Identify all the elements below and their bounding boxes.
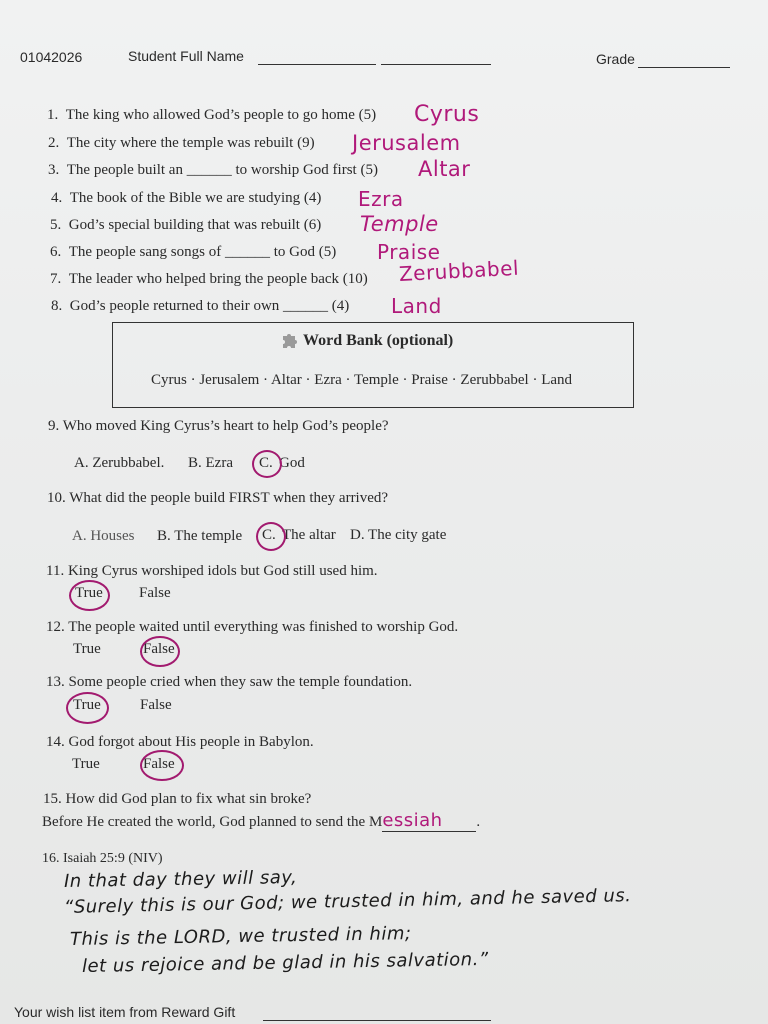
q10-selection-circle (256, 522, 286, 551)
answer-3[interactable]: Altar (418, 157, 471, 181)
question-2 (48, 135, 315, 152)
q10-option-c-text[interactable]: The altar (282, 527, 336, 543)
grade-line[interactable] (638, 67, 730, 68)
question-text: The leader who helped bring the people back (10) (68, 271, 368, 287)
answer-7[interactable]: Zerubbabel (398, 255, 520, 286)
q9-option-a[interactable]: A. Zerubbabel. (74, 455, 165, 471)
question-number: 2. (48, 135, 60, 151)
question-12: 12. The people waited until everything was finished to worship God. (46, 619, 459, 635)
question-10: 10. What did the people build FIRST when they arrived? (47, 490, 389, 506)
question-number: 3. (48, 162, 60, 178)
word-bank-words: Cyrus · Jerusalem · Altar · Ezra · Temple · Praise · Zerubbabel · Land (151, 372, 573, 388)
question-7 (50, 271, 368, 288)
question-4 (51, 190, 321, 207)
q10-option-d[interactable]: D. The city gate (350, 527, 447, 543)
q10-option-b[interactable]: B. The temple (157, 528, 243, 544)
question-number: 8. (51, 298, 63, 314)
q13-selection-circle (66, 692, 109, 724)
question-9: 9. Who moved King Cyrus’s heart to help God’s people? (48, 418, 389, 434)
question-number: 7. (50, 271, 62, 287)
q9-selection-circle (252, 450, 282, 478)
q14-true[interactable]: True (72, 756, 100, 772)
question-text: God’s people returned to their own ______ (4) (69, 298, 350, 314)
q11-false[interactable]: False (139, 585, 171, 601)
q9-option-c-letter[interactable]: C. (259, 455, 273, 471)
question-1 (47, 107, 376, 124)
wish-list-label: Your wish list item from Reward Gift (14, 1004, 236, 1020)
worksheet-code: 01042026 (20, 49, 83, 65)
q14-selection-circle (140, 750, 184, 781)
wish-list-line[interactable] (263, 1020, 491, 1021)
question-text: The city where the temple was rebuilt (9) (66, 135, 315, 151)
word-bank-title: Word Bank (optional) (303, 332, 454, 349)
answer-5[interactable]: Temple (360, 212, 439, 236)
question-number: 1. (47, 107, 59, 123)
q11-selection-circle (69, 580, 110, 611)
verse-line-2[interactable]: “Surely this is our God; we trusted in him, and he saved us. (63, 885, 632, 918)
question-3 (48, 162, 378, 179)
student-last-name-line[interactable] (381, 64, 491, 65)
question-16-label: 16. Isaiah 25:9 (NIV) (42, 851, 163, 866)
grade-label: Grade (596, 51, 635, 67)
q9-option-b[interactable]: B. Ezra (188, 455, 233, 471)
q11-true[interactable]: True (75, 585, 103, 601)
q9-option-c-text[interactable]: God (279, 455, 305, 471)
q13-false[interactable]: False (140, 697, 172, 713)
q12-true[interactable]: True (73, 641, 101, 657)
q13-true[interactable]: True (73, 697, 101, 713)
verse-line-3[interactable]: This is the LORD, we trusted in him; (69, 923, 412, 950)
q10-option-a[interactable]: A. Houses (72, 528, 135, 544)
question-text: God’s special building that was rebuilt (6) (68, 217, 322, 233)
question-text: The people built an ______ to worship God first (5) (66, 162, 378, 178)
question-15: 15. How did God plan to fix what sin broke? (43, 791, 312, 807)
answer-6[interactable]: Praise (377, 240, 441, 264)
puzzle-piece-icon (280, 331, 298, 349)
question-number: 5. (50, 217, 62, 233)
student-name-label: Student Full Name (128, 48, 244, 64)
q12-false[interactable]: False (143, 641, 175, 657)
question-text: The king who allowed God’s people to go home (5) (65, 107, 377, 123)
question-text: The people sang songs of ______ to God (5) (68, 244, 337, 260)
question-5 (50, 217, 321, 234)
question-13: 13. Some people cried when they saw the temple foundation. (46, 674, 413, 690)
answer-8[interactable]: Land (391, 294, 442, 318)
answer-2[interactable]: Jerusalem (352, 131, 461, 155)
question-number: 6. (50, 244, 62, 260)
question-number: 4. (51, 190, 63, 206)
answer-1[interactable]: Cyrus (414, 102, 480, 127)
q15-prefix: Before He created the world, God planned to send the M (42, 814, 383, 830)
q14-false[interactable]: False (143, 756, 175, 772)
q15-answer[interactable]: essiah (382, 810, 476, 832)
question-8 (51, 298, 349, 315)
question-text: The book of the Bible we are studying (4) (69, 190, 322, 206)
q12-selection-circle (140, 636, 180, 667)
student-first-name-line[interactable] (258, 64, 376, 65)
verse-line-1[interactable]: In that day they will say, (63, 866, 298, 892)
question-6 (50, 244, 336, 261)
verse-line-4[interactable]: let us rejoice and be glad in his salvation.” (81, 948, 489, 977)
q15-line-2 (42, 810, 480, 832)
question-11: 11. King Cyrus worshiped idols but God still used him. (46, 563, 378, 579)
question-14: 14. God forgot about His people in Babylon. (46, 734, 314, 750)
q10-option-c-letter[interactable]: C. (262, 527, 276, 543)
q15-suffix: . (476, 814, 481, 830)
answer-4[interactable]: Ezra (358, 187, 404, 211)
